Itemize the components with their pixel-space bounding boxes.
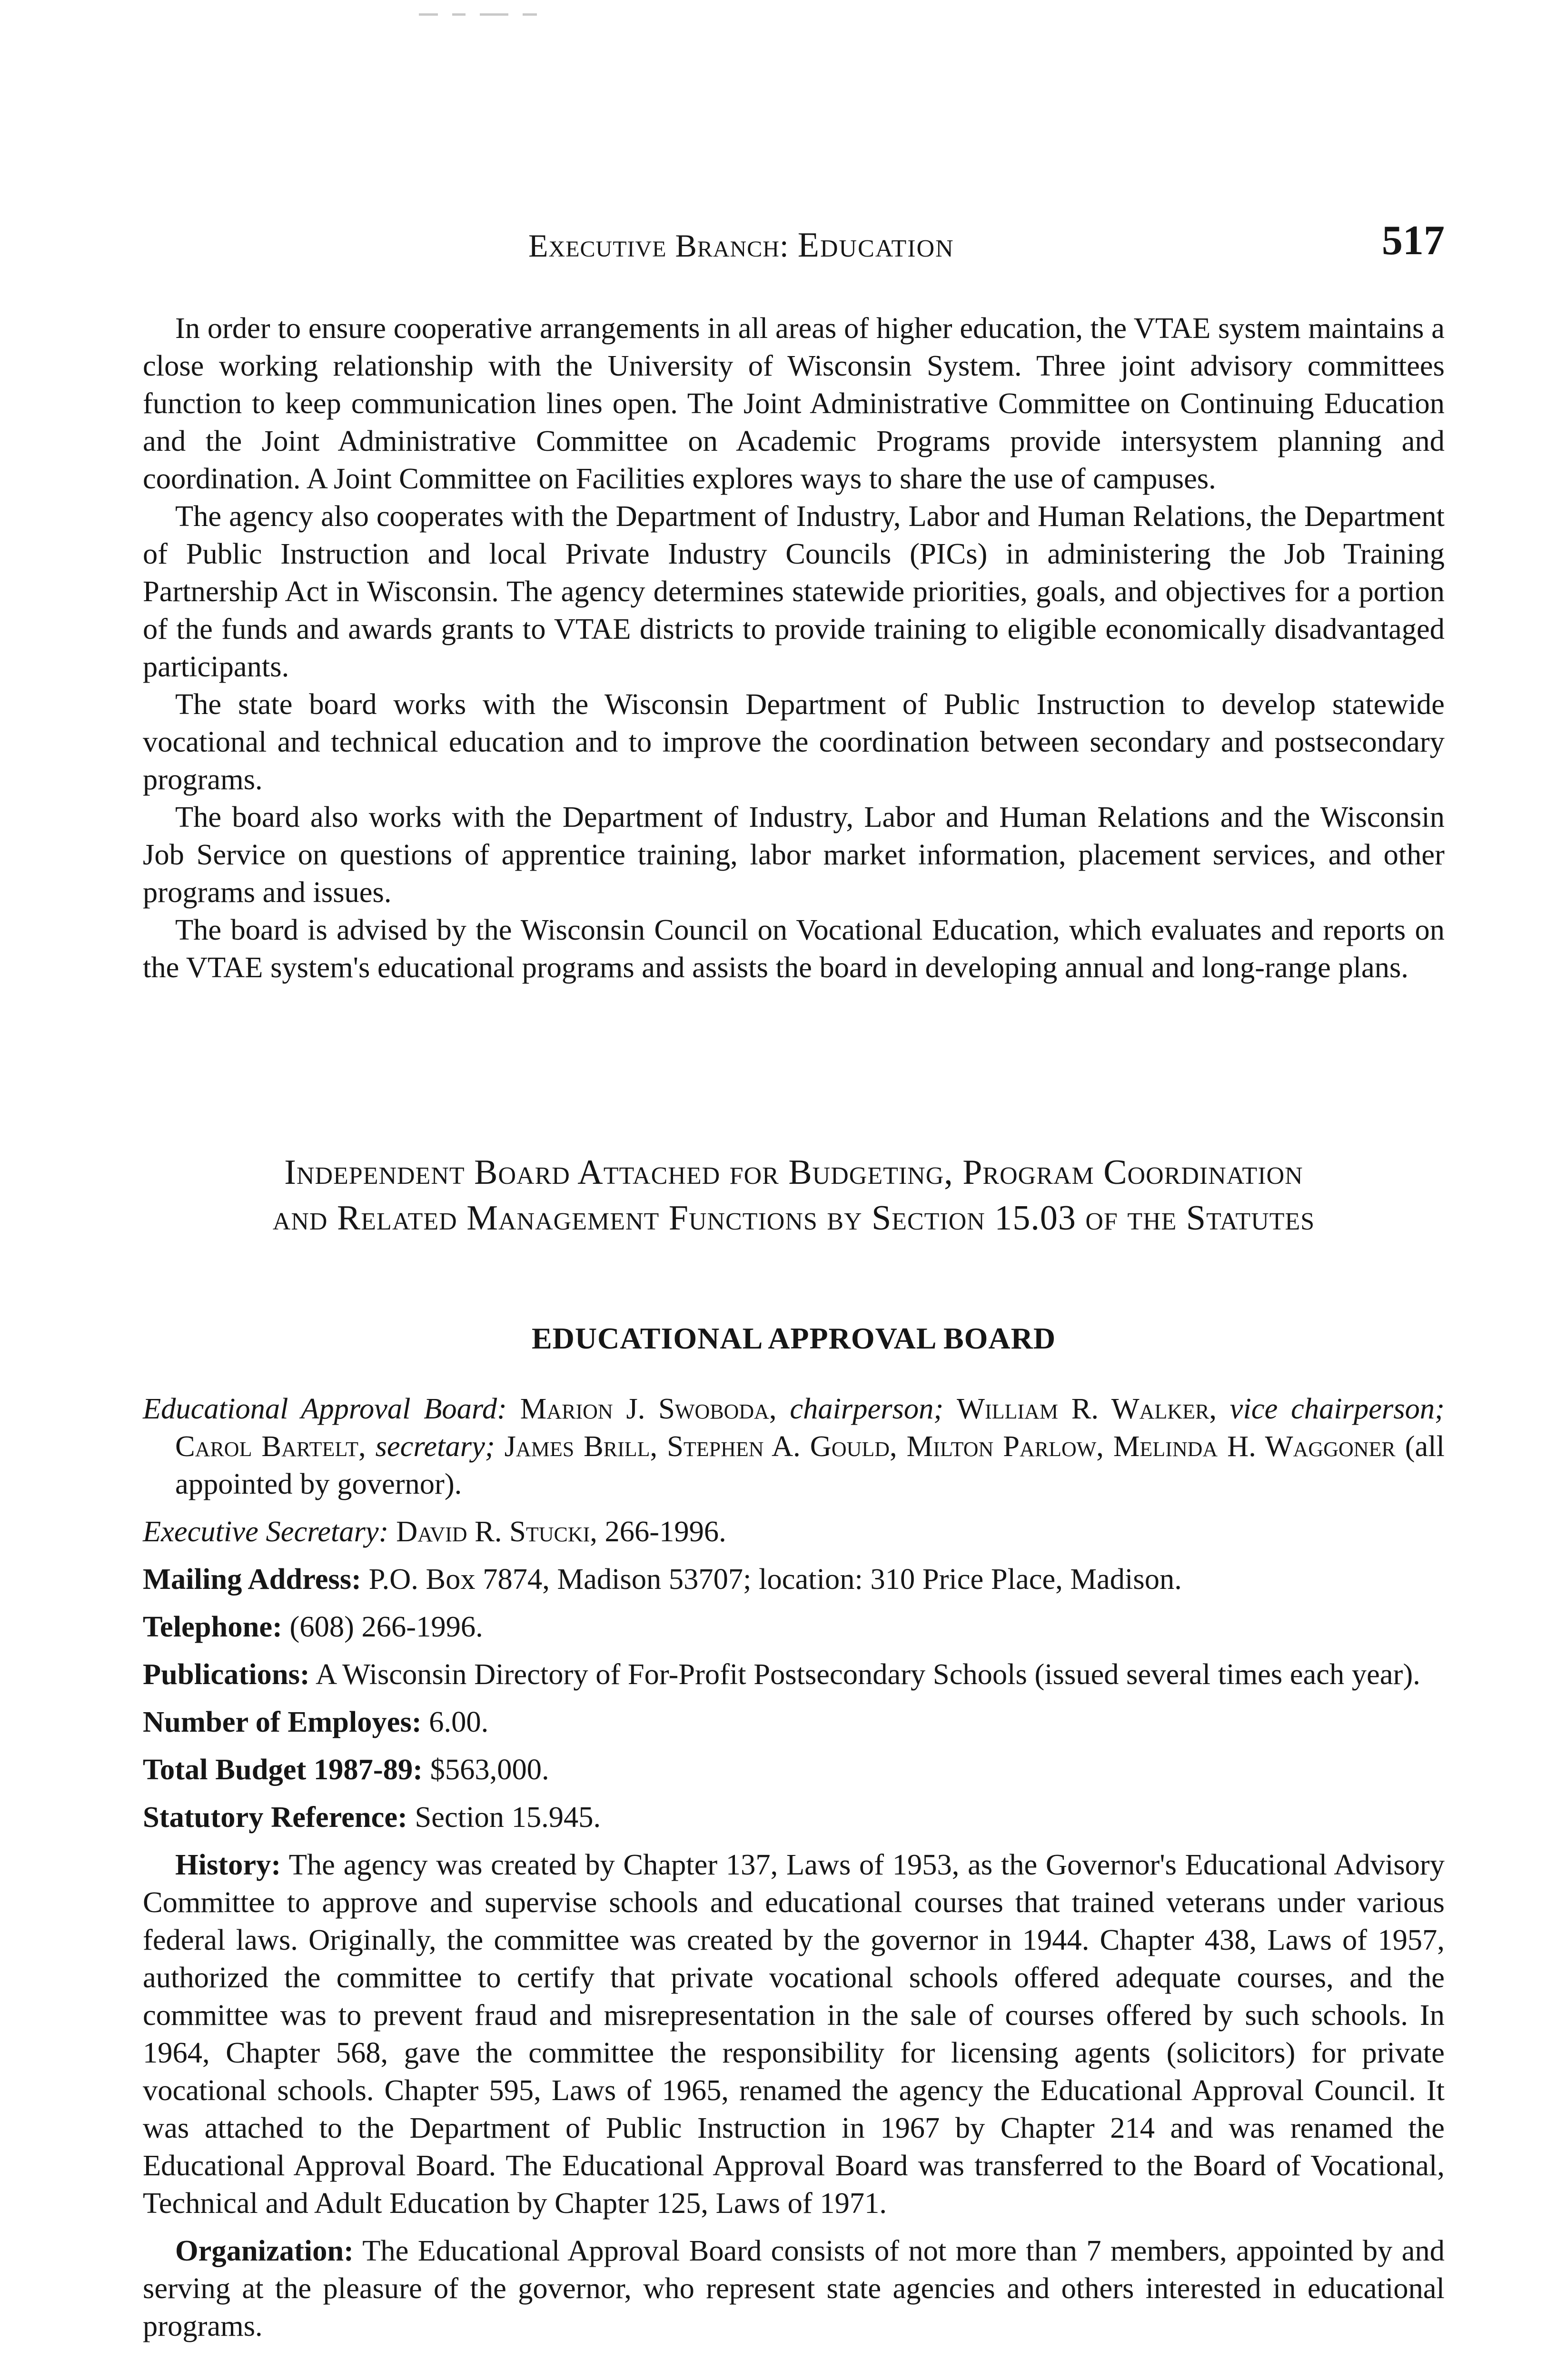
executive-secretary-label: Executive Secretary:	[143, 1515, 389, 1548]
executive-secretary-name: David R. Stucki	[396, 1515, 590, 1548]
branch-prefix: Executive Branch:	[528, 228, 798, 264]
intro-paragraph: The agency also cooperates with the Department of Industry, Labor and Human Relations, the Department of Public Instruction and local Private Industry Councils (PICs) in administering the Job Training Partnership Act in Wisconsin. The agency determines statewide priorities, goals, and objectives for a portion of the funds and awards grants to VTAE districts to provide training to eligible economically disadvantaged participants.	[143, 499, 1445, 683]
history-text: The agency was created by Chapter 137, Laws of 1953, as the Governor's Educational Advisory Committee to approve and supervise schools and educational courses that trained veterans under various federal laws. Originally, the committee was created by the governor in 1944. Chapter 438, Laws of 1957, authorized the committee to certify that private vocational schools offered adequate courses, and the committee was to prevent fraud and misrepresentation in the sale of courses offered by such schools. In 1964, Chapter 568, gave the committee the responsibility for licensing agents (solicitors) for private vocational schools. Chapter 595, Laws of 1965, renamed the agency the Educational Approval Council. It was attached to the Department of Public Instruction in 1967 by Chapter 214 and was renamed the Educational Approval Board. The Educational Approval Board was transferred to the Board of Vocational, Technical and Adult Education by Chapter 125, Laws of 1971.	[143, 1848, 1445, 2220]
executive-secretary-phone: , 266-1996.	[590, 1515, 726, 1548]
executive-secretary-entry	[143, 1513, 1445, 1550]
other-members: James Brill, Stephen A. Gould, Milton Parlow, Melinda H. Waggoner	[504, 1429, 1396, 1463]
board-members-entry: Educational Approval Board: Marion J. Swoboda, chairperson; William R. Walker, vice chairperson; Carol Bartelt, secretary; James Brill, Stephen A. Gould, Milton Parlow, Melinda H. Waggoner (all appointed by governor).	[143, 1392, 1445, 1500]
history-paragraph	[143, 1846, 1445, 2222]
vice-chair-role: vice chairperson;	[1229, 1392, 1445, 1425]
mailing-address-label: Mailing Address:	[143, 1562, 361, 1596]
appointment-note: (all appointed by governor).	[175, 1429, 1445, 1500]
budget-entry	[143, 1751, 1445, 1788]
vice-chair-name: William R. Walker	[957, 1392, 1209, 1425]
organization-paragraph	[143, 2232, 1445, 2345]
section-heading-line2: and Related Management Functions by Section 15.03 of the Statutes	[272, 1199, 1315, 1238]
intro-paragraph: In order to ensure cooperative arrangements in all areas of higher education, the VTAE system maintains a close working relationship with the University of Wisconsin System. Three joint advisory committees function to keep communication lines open. The Joint Administrative Committee on Continuing Education and the Joint Administrative Committee on Academic Programs provide intersystem planning and coordination. A Joint Committee on Facilities explores ways to share the use of campuses.	[143, 311, 1445, 495]
running-header	[143, 217, 1445, 269]
section-heading	[143, 1150, 1445, 1241]
statutory-value: Section 15.945.	[415, 1800, 601, 1834]
secretary-name: Carol Bartelt	[175, 1429, 359, 1463]
statutory-entry	[143, 1798, 1445, 1836]
scan-mark	[419, 10, 590, 12]
secretary-role: secretary;	[375, 1429, 495, 1463]
mailing-address-entry	[143, 1560, 1445, 1598]
board-title: EDUCATIONAL APPROVAL BOARD	[531, 1321, 1056, 1355]
budget-value: $563,000.	[430, 1753, 549, 1786]
running-title	[528, 225, 954, 266]
page-number: 517	[1382, 218, 1445, 264]
intro-paragraph: The board also works with the Department of Industry, Labor and Human Relations and the Wisconsin Job Service on questions of apprentice training, labor market information, placement services, and other programs and issues.	[143, 800, 1445, 909]
employees-label: Number of Employes:	[143, 1705, 422, 1738]
organization-label: Organization:	[175, 2234, 354, 2267]
mailing-address-value: P.O. Box 7874, Madison 53707; location: 310 Price Place, Madison.	[368, 1562, 1182, 1596]
intro-paragraph: The board is advised by the Wisconsin Council on Vocational Education, which evaluates and reports on the VTAE system's educational programs and assists the board in developing annual and long-range plans.	[143, 913, 1445, 984]
board-details	[143, 1390, 1445, 2355]
budget-label: Total Budget 1987-89:	[143, 1753, 423, 1786]
publications-label: Publications:	[143, 1657, 310, 1691]
intro-paragraph: The state board works with the Wisconsin Department of Public Instruction to develop statewide vocational and technical education and to improve the coordination between secondary and postsecondary programs.	[143, 687, 1445, 796]
telephone-value: (608) 266-1996.	[289, 1610, 483, 1643]
telephone-entry	[143, 1608, 1445, 1646]
branch-section: Education	[797, 226, 954, 265]
publications-value: A Wisconsin Directory of For-Profit Postsecondary Schools (issued several times each year).	[315, 1657, 1420, 1691]
history-label: History:	[175, 1848, 281, 1881]
publications-entry	[143, 1656, 1445, 1693]
intro-section	[143, 309, 1445, 986]
organization-text: The Educational Approval Board consists of not more than 7 members, appointed by and serving at the pleasure of the governor, who represent state agencies and others interested in educational programs.	[143, 2234, 1445, 2342]
history-section	[143, 1846, 1445, 2345]
section-heading-line1: Independent Board Attached for Budgeting, Program Coordination	[284, 1153, 1303, 1192]
chair-name: Marion J. Swoboda	[520, 1392, 769, 1425]
chair-role: chairperson;	[790, 1392, 944, 1425]
board-members-label: Educational Approval Board:	[143, 1392, 507, 1425]
employees-entry	[143, 1703, 1445, 1741]
employees-value: 6.00.	[429, 1705, 489, 1738]
telephone-label: Telephone:	[143, 1610, 282, 1643]
statutory-label: Statutory Reference:	[143, 1800, 407, 1834]
